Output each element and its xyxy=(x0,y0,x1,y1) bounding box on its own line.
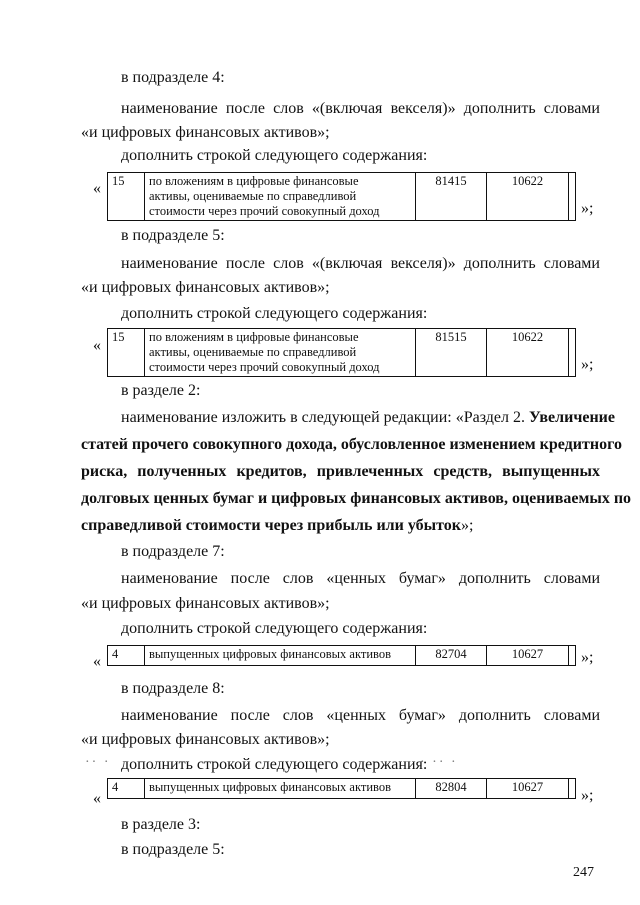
row-number: 4 xyxy=(108,646,145,666)
row-value: 10627 xyxy=(487,646,569,666)
row-empty xyxy=(569,646,576,666)
row-text: выпущенных цифровых финансовых активов xyxy=(145,779,416,799)
text-line: дополнить строкой следующего содержания: xyxy=(121,305,428,322)
text-line: наименование после слов «(включая векселя)» дополнить словами xyxy=(121,255,600,272)
text-line: дополнить строкой следующего содержания: xyxy=(121,147,428,164)
text-line: «и цифровых финансовых активов»; xyxy=(81,595,330,612)
row-text: по вложениям в цифровые финансовые активы, оцениваемые по справедливой стоимости через прочий совокупный доход xyxy=(145,329,416,377)
text-line: наименование изложить в следующей редакции: «Раздел 2. Увеличение xyxy=(121,409,615,426)
row-text: по вложениям в цифровые финансовые активы, оцениваемые по справедливой стоимости через прочий совокупный доход xyxy=(145,173,416,221)
text-line: наименование после слов «(включая векселя)» дополнить словами xyxy=(121,100,600,117)
text-line: долговых ценных бумаг и цифровых финансовых активов, оцениваемых по xyxy=(81,490,632,507)
quote-open: « xyxy=(93,337,101,354)
row-value: 10622 xyxy=(487,329,569,377)
heading-subsection-8: в подразделе 8: xyxy=(121,680,225,697)
row-code: 81415 xyxy=(416,173,487,221)
quote-close: »; xyxy=(581,200,594,217)
table-row xyxy=(107,328,576,377)
row-empty xyxy=(569,329,576,377)
text-line: дополнить строкой следующего содержания: xyxy=(121,756,428,773)
table-row xyxy=(107,172,576,221)
row-number: 4 xyxy=(108,779,145,799)
scan-artifact: ·· · xyxy=(85,755,111,770)
text-line: наименование после слов «ценных бумаг» дополнить словами xyxy=(121,707,600,724)
quote-close: »; xyxy=(581,356,594,373)
text-line: дополнить строкой следующего содержания: xyxy=(121,620,428,637)
row-empty xyxy=(569,779,576,799)
row-value: 10622 xyxy=(487,173,569,221)
text-line: «и цифровых финансовых активов»; xyxy=(81,279,330,296)
row-empty xyxy=(569,173,576,221)
quote-close: »; xyxy=(581,787,594,804)
text-line: риска, полученных кредитов, привлеченных средств, выпущенных xyxy=(81,463,600,480)
row-code: 82804 xyxy=(416,779,487,799)
row-number: 15 xyxy=(108,173,145,221)
text-line: наименование после слов «ценных бумаг» дополнить словами xyxy=(121,570,600,587)
heading-section-3: в разделе 3: xyxy=(121,816,201,833)
row-text: выпущенных цифровых финансовых активов xyxy=(145,646,416,666)
text-line: статей прочего совокупного дохода, обусловленное изменением кредитного xyxy=(81,436,622,453)
text-line: «и цифровых финансовых активов»; xyxy=(81,124,330,141)
quote-open: « xyxy=(93,653,101,670)
page-number: 247 xyxy=(573,865,594,880)
table-row xyxy=(107,645,576,666)
quote-open: « xyxy=(93,180,101,197)
heading-section-2: в разделе 2: xyxy=(121,382,201,399)
heading-subsection-4: в подразделе 4: xyxy=(121,69,225,86)
row-value: 10627 xyxy=(487,779,569,799)
row-code: 81515 xyxy=(416,329,487,377)
quote-close: »; xyxy=(581,649,594,666)
scan-artifact: · ·· · xyxy=(420,755,458,770)
row-code: 82704 xyxy=(416,646,487,666)
text-line: «и цифровых финансовых активов»; xyxy=(81,731,330,748)
quote-open: « xyxy=(93,790,101,807)
text-line: справедливой стоимости через прибыль или убыток»; xyxy=(81,517,474,534)
row-number: 15 xyxy=(108,329,145,377)
table-row xyxy=(107,778,576,799)
heading-subsection-7: в подразделе 7: xyxy=(121,543,225,560)
heading-subsection-5: в подразделе 5: xyxy=(121,841,225,858)
heading-subsection-5: в подразделе 5: xyxy=(121,227,225,244)
